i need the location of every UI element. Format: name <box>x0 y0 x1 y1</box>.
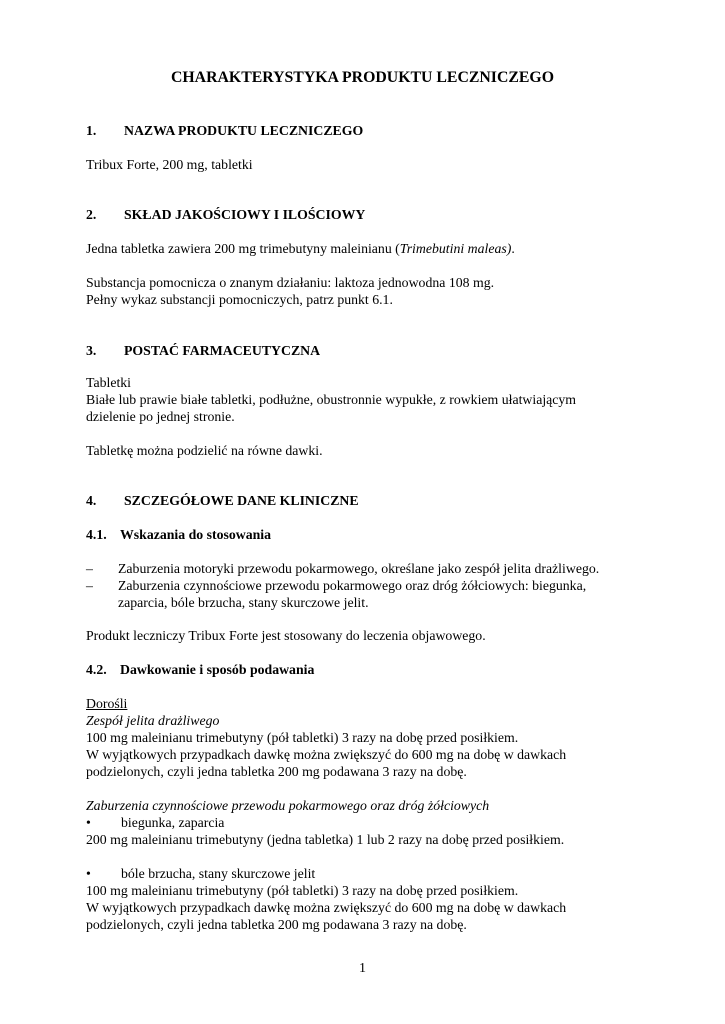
divisibility-text: Tabletkę można podzielić na równe dawki. <box>86 443 323 458</box>
excipient-reference: Pełny wykaz substancji pomocniczych, patrz punkt 6.1. <box>86 292 393 307</box>
functional-disorders-subheading: Zaburzenia czynnościowe przewodu pokarmowego oraz dróg żółciowych <box>86 798 490 813</box>
text-fragment: . <box>511 241 515 256</box>
section-2-heading <box>86 206 365 224</box>
pain-exception-cont: podzielonych, czyli jedna tabletka 200 mg podawana 3 razy na dobę. <box>86 917 467 932</box>
ibs-subheading: Zespół jelita drażliwego <box>86 713 220 728</box>
section-number: 1. <box>86 123 97 138</box>
page-number: 1 <box>359 961 366 976</box>
pain-dose: 100 mg maleinianu trimebutyny (pół tabletki) 3 razy na dobę przed posiłkiem. <box>86 883 519 898</box>
indication-item <box>0 560 725 577</box>
indication-text: Zaburzenia czynnościowe przewodu pokarmowego oraz dróg żółciowych: biegunka, <box>118 578 587 593</box>
bullet-marker: • <box>86 866 91 881</box>
section-title: Wskazania do stosowania <box>120 527 272 542</box>
indication-text: Zaburzenia motoryki przewodu pokarmowego, określane jako zespół jelita drażliwego. <box>118 561 600 576</box>
section-3-heading <box>86 342 320 360</box>
section-title: POSTAĆ FARMACEUTYCZNA <box>124 343 321 358</box>
ibs-exception-cont: podzielonych, czyli jedna tabletka 200 mg podawana 3 razy na dobę. <box>86 764 467 779</box>
section-4-2-heading <box>86 661 314 679</box>
section-4-1-heading <box>86 526 271 544</box>
pain-exception: W wyjątkowych przypadkach dawkę można zwiększyć do 600 mg na dobę w dawkach <box>86 900 567 915</box>
bullet-item <box>0 814 725 831</box>
diarrhea-dose: 200 mg maleinianu trimebutyny (jedna tabletka) 1 lub 2 razy na dobę przed posiłkiem. <box>86 832 565 847</box>
section-4-heading <box>86 492 359 510</box>
section-number: 4.2. <box>86 662 107 677</box>
bullet-text: biegunka, zaparcia <box>121 815 225 830</box>
indication-item <box>0 577 725 611</box>
dash-marker: – <box>86 561 93 576</box>
section-1-heading <box>86 122 363 140</box>
section-number: 4.1. <box>86 527 107 542</box>
composition-text <box>86 240 515 258</box>
section-number: 3. <box>86 343 97 358</box>
section-number: 4. <box>86 493 97 508</box>
section-title: SKŁAD JAKOŚCIOWY I ILOŚCIOWY <box>124 207 366 222</box>
document-title: CHARAKTERYSTYKA PRODUKTU LECZNICZEGO <box>170 69 554 86</box>
latin-name: Trimebutini maleas) <box>399 241 512 256</box>
bullet-item <box>0 865 725 882</box>
bullet-text: bóle brzucha, stany skurczowe jelit <box>121 866 316 881</box>
ibs-exception: W wyjątkowych przypadkach dawkę można zwiększyć do 600 mg na dobę w dawkach <box>86 747 567 762</box>
section-title: Dawkowanie i sposób podawania <box>120 662 315 677</box>
adults-subheading: Dorośli <box>86 696 128 711</box>
dash-marker: – <box>86 578 93 593</box>
text-fragment: Jedna tabletka zawiera 200 mg trimebutyny maleinianu ( <box>86 241 400 256</box>
form-description: Białe lub prawie białe tabletki, podłużne, obustronnie wypukłe, z rowkiem ułatwiającym <box>86 392 577 407</box>
indication-text-cont: zaparcia, bóle brzucha, stany skurczowe jelit. <box>118 595 369 610</box>
symptomatic-use-text: Produkt leczniczy Tribux Forte jest stosowany do leczenia objawowego. <box>86 628 486 643</box>
ibs-dose: 100 mg maleinianu trimebutyny (pół tabletki) 3 razy na dobę przed posiłkiem. <box>86 730 519 745</box>
form-label: Tabletki <box>86 375 132 390</box>
section-number: 2. <box>86 207 97 222</box>
form-description-cont: dzielenie po jednej stronie. <box>86 409 235 424</box>
bullet-marker: • <box>86 815 91 830</box>
section-title: NAZWA PRODUKTU LECZNICZEGO <box>124 123 364 138</box>
excipient-text: Substancja pomocnicza o znanym działaniu: laktoza jednowodna 108 mg. <box>86 275 495 290</box>
product-name: Tribux Forte, 200 mg, tabletki <box>86 157 253 172</box>
section-title: SZCZEGÓŁOWE DANE KLINICZNE <box>124 493 359 508</box>
